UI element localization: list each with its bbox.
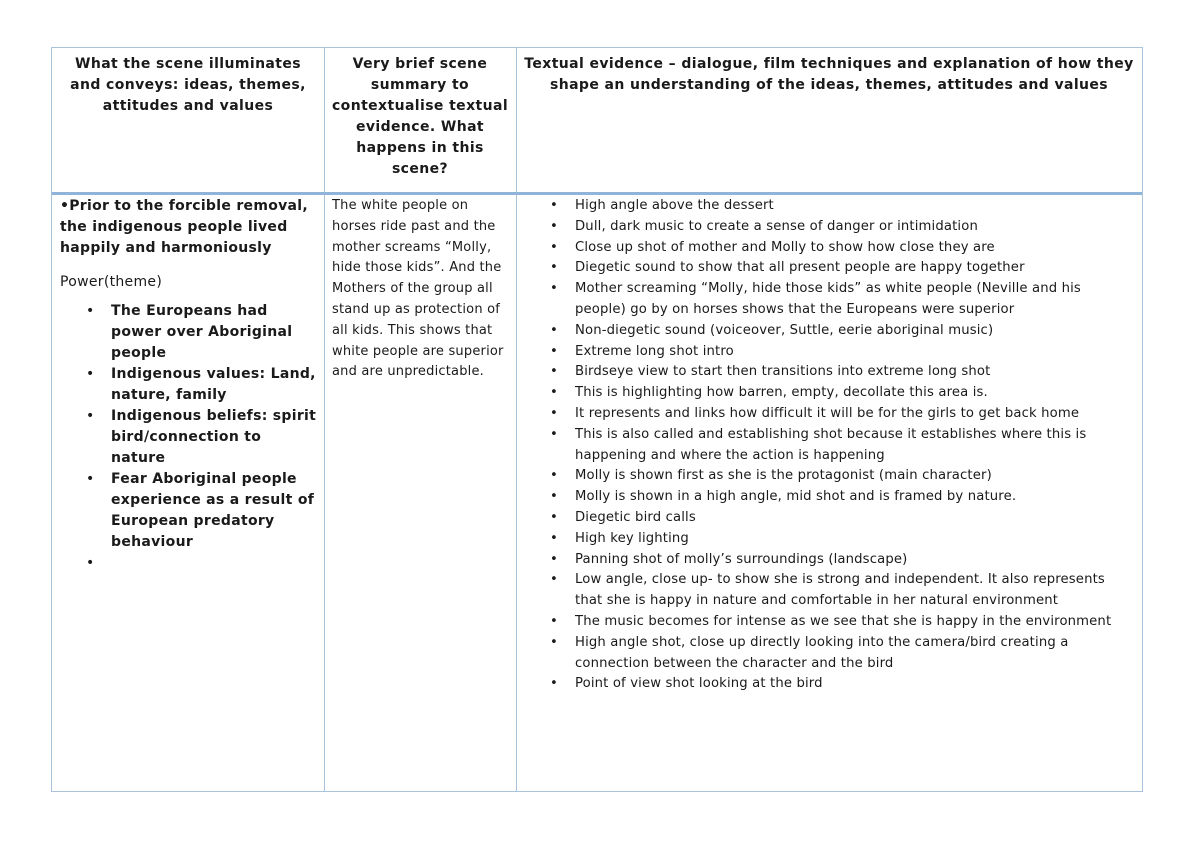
- evidence-item: [524, 633, 1136, 675]
- list-item: [60, 301, 318, 364]
- header-scene-summary: Very brief scene summary to contextualise textual evidence. What happens in this scene?: [331, 56, 509, 177]
- evidence-item-text: Molly is shown in a high angle, mid shot and is framed by nature.: [575, 489, 1017, 505]
- bullet-icon: •: [550, 198, 558, 213]
- list-item-text: Fear Aboriginal people experience as a result of European predatory behaviour: [111, 471, 315, 550]
- evidence-list: [524, 196, 1136, 695]
- bullet-icon: •: [550, 634, 558, 650]
- bullet-icon: •: [550, 281, 558, 297]
- cell-scene-summary: [332, 196, 510, 383]
- bullet-icon: •: [550, 426, 558, 442]
- list-item-text: Indigenous beliefs: spirit bird/connection to nature: [111, 408, 317, 466]
- evidence-item: [524, 425, 1136, 467]
- bullet-icon: •: [550, 343, 558, 359]
- cell-textual-evidence: [524, 196, 1136, 695]
- bullet-icon: •: [86, 303, 95, 319]
- bullet-icon: •: [550, 405, 558, 421]
- list-item-text: Indigenous values: Land, nature, family: [111, 366, 316, 403]
- evidence-item: [524, 487, 1136, 508]
- cell-ideas-themes: [60, 196, 318, 574]
- list-item: [60, 469, 318, 553]
- evidence-item-text: This is highlighting how barren, empty, decollate this area is.: [575, 385, 988, 401]
- analysis-table: [51, 47, 1143, 792]
- evidence-item: [524, 321, 1136, 342]
- evidence-item-text: Birdseye view to start then transitions into extreme long shot: [575, 364, 991, 380]
- list-item: [60, 364, 318, 406]
- evidence-item-text: Dull, dark music to create a sense of danger or intimidation: [575, 218, 978, 234]
- evidence-item: [524, 529, 1136, 550]
- header-ideas-themes: What the scene illuminates and conveys: ideas, themes, attitudes and values: [70, 56, 306, 114]
- bullet-icon: •: [550, 260, 558, 276]
- evidence-item: [524, 466, 1136, 487]
- bullet-icon: •: [550, 468, 558, 484]
- evidence-item-text: High angle shot, close up directly looking into the camera/bird creating a connection between the character and the bird: [575, 634, 1069, 671]
- bullet-icon: •: [86, 555, 95, 571]
- bullet-icon: •: [550, 509, 558, 525]
- evidence-item-text: Low angle, close up- to show she is strong and independent. It also represents that she is happy in nature and comfortable in her natural environment: [575, 572, 1105, 609]
- evidence-item-text: Diegetic sound to show that all present people are happy together: [575, 260, 1025, 276]
- bullet-icon: •: [86, 408, 95, 424]
- evidence-item: [524, 238, 1136, 259]
- bullet-icon: •: [550, 572, 558, 588]
- bullet-icon: •: [550, 364, 558, 380]
- evidence-item: [524, 404, 1136, 425]
- evidence-item-text: High key lighting: [575, 530, 689, 546]
- evidence-item: [524, 550, 1136, 571]
- bullet-icon: •: [550, 239, 558, 255]
- evidence-item: [524, 383, 1136, 404]
- evidence-item-text: Molly is shown first as she is the protagonist (main character): [575, 468, 992, 484]
- evidence-item: [524, 612, 1136, 633]
- evidence-item: [524, 362, 1136, 383]
- themes-list: [60, 301, 318, 574]
- evidence-item-text: The music becomes for intense as we see that she is happy in the environment: [575, 613, 1112, 629]
- evidence-item: [524, 342, 1136, 363]
- list-item: [60, 406, 318, 469]
- bullet-icon: •: [550, 218, 558, 234]
- ideas-intro: •Prior to the forcible removal, the indigenous people lived happily and harmoniously: [60, 198, 309, 256]
- evidence-item-text: Panning shot of molly’s surroundings (landscape): [575, 551, 908, 567]
- header-divider: [52, 192, 1142, 195]
- bullet-icon: •: [550, 322, 558, 338]
- column-textual-evidence: [516, 48, 1142, 791]
- evidence-item-text: It represents and links how difficult it will be for the girls to get back home: [575, 405, 1080, 421]
- bullet-icon: •: [550, 676, 558, 692]
- column-scene-summary: [324, 48, 517, 791]
- evidence-item: [524, 258, 1136, 279]
- theme-label: Power(theme): [60, 274, 163, 290]
- evidence-item: [524, 196, 1136, 217]
- evidence-item: [524, 674, 1136, 695]
- list-item: [60, 553, 318, 574]
- evidence-item-text: Diegetic bird calls: [575, 509, 696, 525]
- evidence-item-text: High angle above the dessert: [575, 198, 774, 213]
- evidence-item-text: This is also called and establishing shot because it establishes where this is happening and where the action is happening: [575, 426, 1087, 463]
- header-textual-evidence: Textual evidence – dialogue, film techniques and explanation of how they shape an understanding of the ideas, themes, attitudes and values: [524, 56, 1134, 93]
- bullet-icon: •: [550, 613, 558, 629]
- evidence-item-text: Non-diegetic sound (voiceover, Suttle, eerie aboriginal music): [575, 322, 994, 338]
- list-item-text: The Europeans had power over Aboriginal people: [111, 303, 293, 361]
- evidence-item: [524, 570, 1136, 612]
- bullet-icon: •: [86, 366, 95, 382]
- evidence-item-text: Point of view shot looking at the bird: [575, 676, 823, 692]
- bullet-icon: •: [550, 385, 558, 401]
- bullet-icon: •: [550, 551, 558, 567]
- evidence-item-text: Close up shot of mother and Molly to show how close they are: [575, 239, 995, 255]
- scene-summary-text: The white people on horses ride past and the mother screams “Molly, hide those kids”. And the Mothers of the group all stand up as protection of all kids. This shows that white people are superior and are unpredictable.: [332, 198, 504, 380]
- column-ideas-themes: [52, 48, 325, 791]
- evidence-item: [524, 508, 1136, 529]
- evidence-item: [524, 279, 1136, 321]
- bullet-icon: •: [86, 471, 95, 487]
- bullet-icon: •: [550, 489, 558, 505]
- bullet-icon: •: [550, 530, 558, 546]
- evidence-item-text: Mother screaming “Molly, hide those kids” as white people (Neville and his people) go by on horses shows that the Europeans were superior: [575, 281, 1081, 317]
- evidence-item-text: Extreme long shot intro: [575, 343, 734, 359]
- evidence-item: [524, 217, 1136, 238]
